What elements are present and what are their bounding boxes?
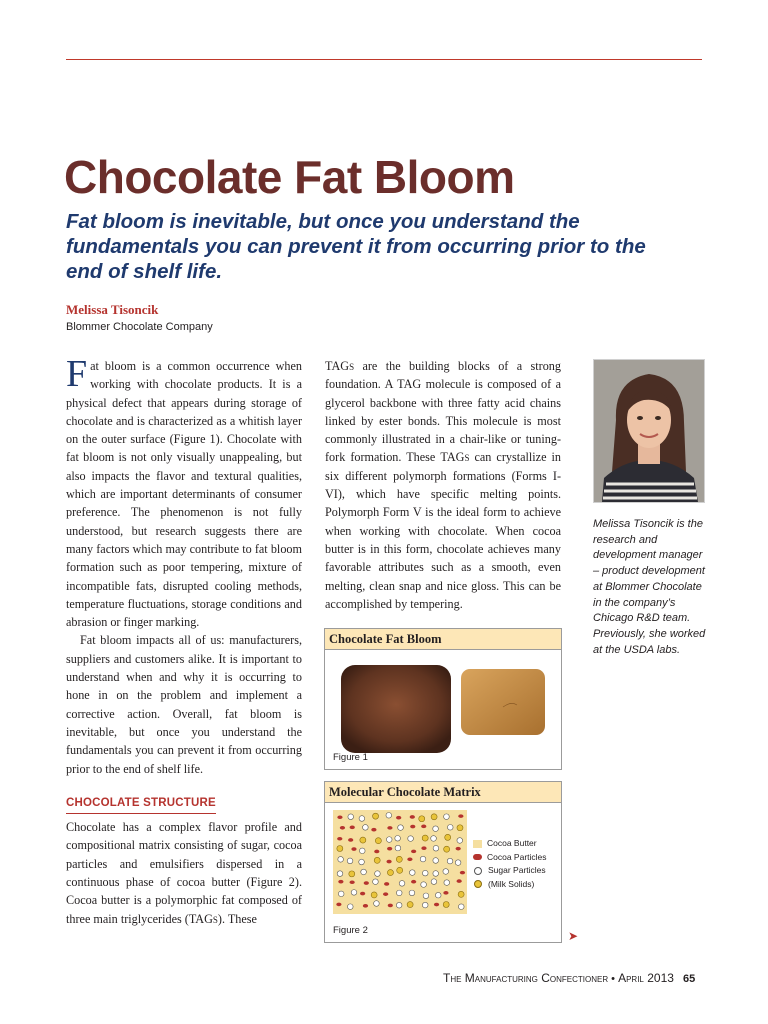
milk-solid-swatch	[474, 880, 482, 888]
cocoa-particle	[388, 904, 393, 908]
fresh-chocolate	[461, 669, 545, 735]
cocoa-particle	[407, 857, 412, 861]
cocoa-particle	[337, 815, 342, 819]
sugar-particle	[443, 869, 449, 875]
cocoa-particle	[336, 903, 341, 907]
cocoa-particle	[387, 847, 392, 851]
cocoa-particle	[348, 838, 353, 842]
paragraph-tags: TAGs are the building blocks of a strong foundation. A TAG molecule is composed of a glycerol backbone with three fatty acid chains linked by ester bonds. This molecule is most commonly illustrated in a chair-like or tuning-fork formation. These TAGs can crystallize in six different polymorph formations (Forms I-VI), which have specific melting points. Polymorph Form V is the ideal form to achieve when working with chocolate. When cocoa butter is in this form, chocolate achieves many favorable attributes such as a smooth, even melting, clean snap and nice gloss. This can be accomplished by tempering.	[325, 359, 561, 611]
milk-solid-particle	[445, 834, 451, 840]
sugar-particle	[347, 858, 353, 864]
author-name: Melissa Tisoncik	[66, 302, 159, 317]
issue-date: April 2013	[618, 971, 674, 985]
figure-2	[324, 781, 562, 943]
sugar-particle	[433, 858, 439, 864]
magazine-name: The Manufacturing Confectioner	[443, 971, 609, 985]
cocoa-particle	[386, 860, 391, 864]
page-footer	[443, 971, 695, 985]
sugar-particle	[433, 826, 439, 832]
cocoa-particle	[421, 846, 426, 850]
sugar-particle	[422, 902, 428, 908]
sugar-particle	[447, 824, 453, 830]
legend-item-milk-solids: (Milk Solids)	[473, 878, 547, 892]
legend-item-sugar-particles: Sugar Particles	[473, 864, 547, 878]
sugar-particle	[398, 825, 404, 831]
author-portrait-image	[594, 360, 704, 502]
sugar-particle	[458, 904, 464, 910]
sugar-particle	[361, 869, 367, 875]
cocoa-particle	[443, 891, 448, 895]
milk-solid-particle	[387, 870, 393, 876]
sugar-particle	[337, 871, 343, 877]
sugar-particle	[395, 835, 401, 841]
milk-solid-particle	[373, 813, 379, 819]
milk-solid-particle	[407, 902, 413, 908]
sugar-particle	[396, 890, 402, 896]
figure-2-label: Figure 2	[333, 925, 368, 936]
cocoa-particle	[387, 826, 392, 830]
cocoa-particle	[460, 871, 465, 875]
sugar-particle	[338, 857, 344, 863]
sugar-particle	[455, 860, 461, 866]
sugar-particle	[359, 859, 365, 865]
milk-solid-particle	[396, 856, 402, 862]
paragraph-intro	[66, 353, 302, 631]
cocoa-particle	[456, 847, 461, 851]
sugar-particle	[435, 892, 441, 898]
cocoa-particle	[338, 880, 343, 884]
cocoa-particle	[383, 892, 388, 896]
milk-solid-particle	[457, 825, 463, 831]
sugar-particle	[447, 858, 453, 864]
milk-solid-particle	[374, 857, 380, 863]
cocoa-particle	[411, 850, 416, 854]
sugar-particle	[457, 838, 463, 844]
sugar-particle	[348, 814, 354, 820]
milk-solid-particle	[397, 867, 403, 873]
top-rule	[66, 59, 702, 60]
milk-solid-particle	[419, 816, 425, 822]
sugar-particle	[359, 816, 365, 822]
figure-1-label: Figure 1	[333, 752, 368, 763]
milk-solid-particle	[431, 814, 437, 820]
article-subtitle: Fat bloom is inevitable, but once you understand the fundamentals you can prevent it from occurring prior to the end of shelf life.	[66, 210, 646, 283]
sugar-particle-swatch	[474, 867, 482, 875]
cocoa-particle	[410, 825, 415, 829]
cocoa-particle-swatch	[473, 854, 482, 860]
sugar-particle	[409, 890, 415, 896]
sugar-particle	[395, 845, 401, 851]
cocoa-particle	[374, 850, 379, 854]
figure-1	[324, 628, 562, 770]
sugar-particle	[396, 902, 402, 908]
section-heading-structure: CHOCOLATE STRUCTURE	[66, 794, 216, 814]
sugar-particle	[433, 871, 439, 877]
sugar-particle	[422, 870, 428, 876]
cocoa-particle	[384, 882, 389, 886]
sugar-particle	[421, 882, 427, 888]
milk-solid-particle	[375, 838, 381, 844]
page-number: 65	[682, 973, 696, 985]
cocoa-particle	[457, 879, 462, 883]
sugar-particle	[431, 879, 437, 885]
sugar-particle	[374, 901, 380, 907]
milk-solid-particle	[360, 837, 366, 843]
author-bio: Melissa Tisoncik is the research and development manager – product development at Blommer Chocolate in the company’s Chicago R&D team. Previously, she worked at the USDA labs.	[593, 518, 706, 656]
cocoa-particle	[411, 880, 416, 884]
milk-solid-particle	[458, 891, 464, 897]
cocoa-particle	[337, 837, 342, 841]
column-2	[325, 357, 561, 613]
author-photo	[593, 359, 705, 503]
sugar-particle	[433, 845, 439, 851]
sugar-particle	[359, 848, 365, 854]
paragraph-intro-text: at bloom is a common occurrence when working with chocolate products. It is a physical defect that appears during storage of chocolate and is characterized as a whitish layer on the outer surface (Figure 1). Chocolate with fat bloom is not only visually unappealing, but also impacts the flavor and textural qualities, which are important determinants of consumer preference. The phenomenon is not fully understood, but research suggests there are many factors which may contribute to fat bloom formation such as poor tempering, mixture of incompatible fats, disrupted cooling methods, temperature fluctuations, storage conditions and abrasion or finger marking.	[66, 359, 302, 630]
sugar-particle	[338, 891, 344, 897]
milk-solid-particle	[371, 892, 377, 898]
continue-arrow-icon: ➤	[568, 929, 579, 943]
cocoa-particle	[371, 828, 376, 832]
milk-solid-particle	[443, 902, 449, 908]
figure-2-title: Molecular Chocolate Matrix	[325, 782, 561, 803]
author-company: Blommer Chocolate Company	[66, 321, 213, 333]
legend-item-cocoa-butter: Cocoa Butter	[473, 837, 547, 851]
cocoa-particle	[421, 825, 426, 829]
molecular-matrix-diagram	[333, 810, 473, 918]
sugar-particle	[373, 879, 379, 885]
cocoa-particle	[458, 814, 463, 818]
sugar-particle	[386, 837, 392, 843]
cocoa-particle	[340, 826, 345, 830]
column-1	[66, 353, 302, 928]
sugar-particle	[347, 904, 353, 910]
footer-separator: •	[611, 973, 616, 985]
figure-2-legend	[473, 837, 547, 891]
cocoa-particle	[360, 892, 365, 896]
bloomed-chocolate	[341, 665, 451, 753]
cocoa-particle	[363, 904, 368, 908]
sugar-particle	[363, 825, 369, 831]
milk-solid-particle	[337, 846, 343, 852]
cocoa-particle	[434, 903, 439, 907]
figure-1-illustration	[325, 659, 561, 759]
cocoa-particle	[364, 881, 369, 885]
figure-1-title: Chocolate Fat Bloom	[325, 629, 561, 650]
cocoa-particle	[410, 815, 415, 819]
sugar-particle	[399, 881, 405, 887]
paragraph-impact: Fat bloom impacts all of us: manufacturers, suppliers and customers alike. It is important to understand when and why it is occurring to hone in on the problem and implement a corrective action. Overall, fat bloom is inevitable, but once you understand the fundamentals you can prevent it from occurring prior to the end of shelf life.	[66, 633, 302, 776]
milk-solid-particle	[349, 871, 355, 877]
cocoa-particle	[350, 826, 355, 830]
sugar-particle	[386, 813, 392, 819]
milk-solid-particle	[444, 846, 450, 852]
cocoa-particle	[396, 816, 401, 820]
cocoa-particle	[351, 847, 356, 851]
sugar-particle	[444, 880, 450, 886]
sugar-particle	[420, 856, 426, 862]
sugar-particle	[431, 836, 437, 842]
cocoa-butter-swatch	[473, 840, 482, 848]
sugar-particle	[444, 814, 450, 820]
article-title: Chocolate Fat Bloom	[64, 151, 515, 203]
sugar-particle	[423, 893, 429, 899]
milk-solid-particle	[422, 835, 428, 841]
drop-cap: F	[66, 353, 88, 395]
legend-item-cocoa-particles: Cocoa Particles	[473, 851, 547, 865]
paragraph-structure: Chocolate has a complex flavor profile and compositional matrix consisting of sugar, cocoa particles and emulsifiers dispersed in a continuous phase of cocoa butter (Figure 2). Cocoa butter is a polymorphic fat composed of three main triglycerides (TAGs). These	[66, 820, 302, 926]
cocoa-particle	[350, 880, 355, 884]
sugar-particle	[409, 870, 415, 876]
sugar-particle	[351, 890, 357, 896]
tag-abbreviation: TAGs	[188, 911, 218, 926]
sugar-particle	[375, 871, 381, 877]
sugar-particle	[408, 836, 414, 842]
